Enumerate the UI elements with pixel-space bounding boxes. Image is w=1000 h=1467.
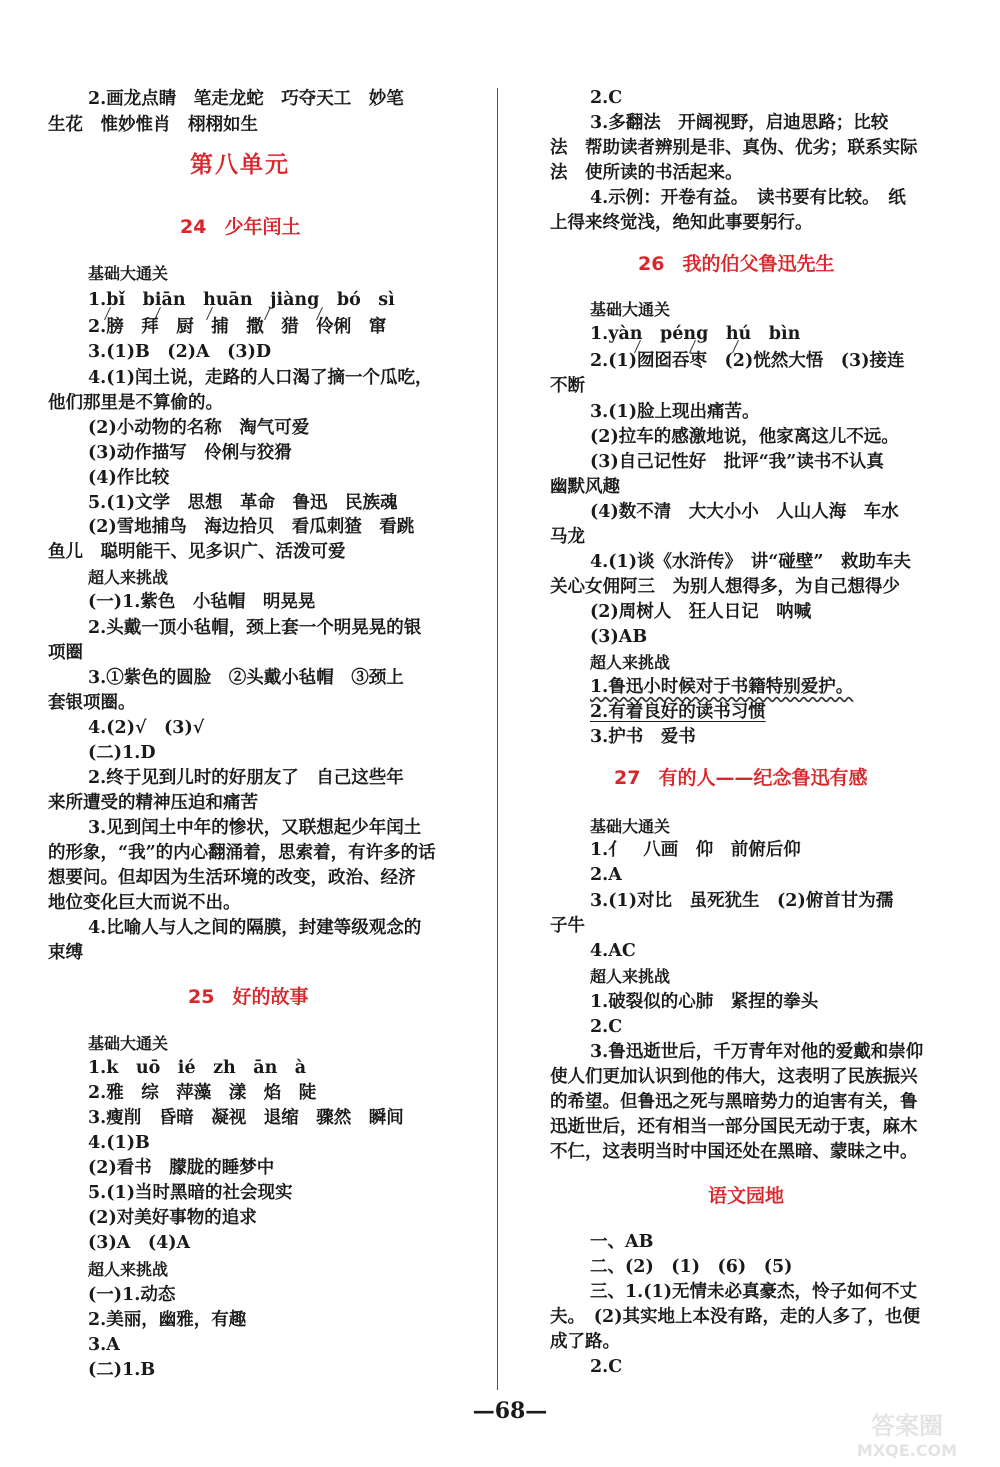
text-line: 4.比喻人与人之间的隔膜，封建等级观念的 xyxy=(88,918,422,938)
text-line: (3)A (4)A xyxy=(88,1233,191,1253)
text-line: (3)AB xyxy=(590,627,648,647)
text-line: 2.画龙点睛 笔走龙蛇 巧夺天工 妙笔 xyxy=(88,89,404,109)
text-line: 的形象，“我”的内心翻涌着，思索着，有许多的话 xyxy=(48,843,436,863)
text-line: 束缚 xyxy=(48,943,83,963)
text-line: (2)拉车的感激地说，他家离这儿不远。 xyxy=(590,427,899,447)
text-line: 4.(1)B xyxy=(88,1133,150,1153)
text-line: 2.C xyxy=(590,88,623,108)
text-line: 1.亻 八画 仰 前俯后仰 xyxy=(590,840,801,860)
text-line: 一、AB xyxy=(590,1232,654,1252)
text-line: (2)对美好事物的追求 xyxy=(88,1208,257,1228)
text-line: 3.见到闰土中年的惨状，又联想起少年闰土 xyxy=(88,818,422,838)
text-line: (2)雪地捕鸟 海边拾贝 看瓜刺猹 看跳 xyxy=(88,517,415,537)
text-line: 3.A xyxy=(88,1335,120,1355)
text-line: 2.终于见到儿时的好朋友了 自己这些年 xyxy=(88,768,404,788)
text-line: 3.(1)对比 虽死犹生 (2)俯首甘为孺 xyxy=(590,891,894,911)
text-line: 4.(2)√ (3)√ xyxy=(88,718,205,738)
section-heading: 基础大通关 xyxy=(590,300,671,319)
lesson-title: 少年闰土 xyxy=(224,216,301,238)
text-line: 3.(1)B (2)A (3)D xyxy=(88,342,272,362)
section-heading: 基础大通关 xyxy=(590,817,671,836)
underlined-answer: 1.鲁迅小时候对于书籍特别爱护。 xyxy=(590,677,854,697)
text-line: 4.(1)谈《水浒传》 讲“碰壁” 救助车夫 xyxy=(590,552,911,572)
text-line: 三、1.(1)无情未必真豪杰，怜子如何不丈 xyxy=(590,1282,918,1302)
unit-title: 第八单元 xyxy=(190,152,290,178)
column-divider xyxy=(497,88,498,1390)
lesson-number: 27 xyxy=(614,767,641,789)
text-line: 他们那里是不算偷的。 xyxy=(48,393,223,413)
text-line: 3.护书 爱书 xyxy=(590,727,696,747)
section-heading: 超人来挑战 xyxy=(88,568,169,587)
text-line: (2)周树人 狂人日记 呐喊 xyxy=(590,602,812,622)
text-line: 3.鲁迅逝世后，千万青年对他的爱戴和崇仰 xyxy=(590,1042,924,1062)
text-line: 使人们更加认识到他的伟大，这表明了民族振兴 xyxy=(550,1067,918,1087)
text-line: 夫。 (2)其实地上本没有路，走的人多了，也便 xyxy=(550,1307,920,1327)
lesson-title: 有的人——纪念鲁迅有感 xyxy=(658,767,868,789)
text-line: (二)1.B xyxy=(88,1360,156,1380)
lesson-25-heading xyxy=(188,985,308,1009)
text-line: 2.(1)囫囵吞枣 (2)恍然大悟 (3)接连 xyxy=(590,351,905,371)
text-line: 2.C xyxy=(590,1357,623,1377)
text-line: (2)看书 朦胧的睡梦中 xyxy=(88,1158,275,1178)
pinyin-line: 1.k uō ié zh ān à xyxy=(88,1058,307,1078)
text-line: (2)小动物的名称 淘气可爱 xyxy=(88,418,310,438)
text-line: 成了路。 xyxy=(550,1332,620,1352)
text-line: 套银项圈。 xyxy=(48,693,136,713)
text-line: 5.(1)当时黑暗的社会现实 xyxy=(88,1183,293,1203)
text-line: (3)动作描写 伶俐与狡猾 xyxy=(88,443,292,463)
text-line: 4.AC xyxy=(590,941,636,961)
text-line: (一)1.紫色 小毡帽 明晃晃 xyxy=(88,592,316,612)
pinyin-line: 1.bǐ biān huān jiàng bó sì xyxy=(88,290,395,310)
text-line: 2.A xyxy=(590,865,622,885)
watermark-logo xyxy=(832,1408,982,1460)
text-line: 2.C xyxy=(590,1017,623,1037)
text-line: 鱼儿 聪明能干、见多识广、活泼可爱 xyxy=(48,542,346,562)
text-line: 法 使所读的书活起来。 xyxy=(550,163,743,183)
text-line: 二、(2) (1) (6) (5) xyxy=(590,1257,793,1277)
section-heading: 基础大通关 xyxy=(88,264,169,283)
text-line: 的希望。但鲁迅之死与黑暗势力的迫害有关，鲁 xyxy=(550,1092,918,1112)
chinese-garden-heading: 语文园地 xyxy=(708,1185,785,1207)
text-line: 3.瘦削 昏暗 凝视 退缩 骤然 瞬间 xyxy=(88,1108,404,1128)
text-line: 马龙 xyxy=(550,527,585,547)
section-heading: 超人来挑战 xyxy=(590,653,671,672)
pinyin-line: 1.yàn péng hú bìn xyxy=(590,324,801,344)
text-line: 来所遭受的精神压迫和痛苦 xyxy=(48,793,258,813)
text-line: 4.(1)闰土说，走路的人口渴了摘一个瓜吃， xyxy=(88,368,433,388)
text-line: 1.破裂似的心肺 紧捏的拳头 xyxy=(590,992,819,1012)
text-line: (4)数不清 大大小小 人山人海 车水 xyxy=(590,502,899,522)
section-heading: 超人来挑战 xyxy=(590,967,671,986)
watermark-line2: MXQE.COM xyxy=(856,1441,958,1460)
text-line: 2.美丽，幽雅，有趣 xyxy=(88,1310,247,1330)
text-line: 项圈 xyxy=(48,643,83,663)
text-line: (二)1.D xyxy=(88,743,156,763)
section-heading: 基础大通关 xyxy=(88,1034,169,1053)
text-line: 3.多翻法 开阔视野，启迪思路；比较 xyxy=(590,113,889,133)
text-line: 关心女佣阿三 为别人想得多，为自己想得少 xyxy=(550,577,900,597)
text-line: 子牛 xyxy=(550,916,585,936)
text-line: 不仁，这表明当时中国还处在黑暗、蒙昧之中。 xyxy=(550,1142,918,1162)
text-line: 2.头戴一顶小毡帽，颈上套一个明晃晃的银 xyxy=(88,618,422,638)
section-heading: 超人来挑战 xyxy=(88,1260,169,1279)
lesson-title: 好的故事 xyxy=(232,986,309,1008)
text-line: 生花 惟妙惟肖 栩栩如生 xyxy=(48,115,258,135)
text-line: 迅逝世后，还有相当一部分国民无动于衷，麻木 xyxy=(550,1117,918,1137)
text-line: 5.(1)文学 思想 革命 鲁迅 民族魂 xyxy=(88,493,398,513)
text-line: 3.①紫色的圆脸 ②头戴小毡帽 ③颈上 xyxy=(88,668,404,688)
text-line: 4.示例：开卷有益。 读书要有比较。 纸 xyxy=(590,188,906,208)
text-line: (4)作比较 xyxy=(88,468,170,488)
lesson-24-heading xyxy=(180,215,300,239)
text-line: (3)自己记性好 批评“我”读书不认真 xyxy=(590,452,884,472)
text-line: 想要问。但却因为生活环境的改变，政治、经济 xyxy=(48,868,416,888)
text-line: (一)1.动态 xyxy=(88,1285,176,1305)
text-line: 地位变化巨大而说不出。 xyxy=(48,893,241,913)
text-line: 幽默风趣 xyxy=(550,477,620,497)
underlined-answer: 2.有着良好的读书习惯 xyxy=(590,702,766,722)
lesson-26-heading xyxy=(638,252,834,276)
text-line: 3.(1)脸上现出痛苦。 xyxy=(590,402,760,422)
text-line: 2.雅 综 萍藻 漾 焰 陡 xyxy=(88,1083,317,1103)
lesson-title: 我的伯父鲁迅先生 xyxy=(682,253,835,275)
text-line: 上得来终觉浅，绝知此事要躬行。 xyxy=(550,213,813,233)
lesson-number: 26 xyxy=(638,253,665,275)
text-line: 法 帮助读者辨别是非、真伪、优劣；联系实际 xyxy=(550,138,918,158)
lesson-number: 25 xyxy=(188,986,215,1008)
lesson-27-heading xyxy=(614,766,867,790)
text-line: 2.膀 拜 厨 捕 撒 猎 伶俐 窜 xyxy=(88,317,387,337)
page-number: —68— xyxy=(472,1398,548,1424)
text-line: 不断 xyxy=(550,376,585,396)
watermark-line1: 答案圈 xyxy=(871,1412,943,1440)
lesson-number: 24 xyxy=(180,216,207,238)
